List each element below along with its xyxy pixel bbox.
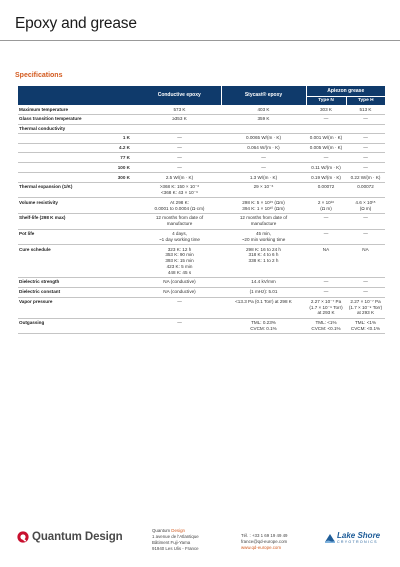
table-row [18, 133, 385, 143]
row-label: Glass transition temperature [18, 114, 138, 124]
cell-conductive-epoxy: — [138, 143, 221, 153]
cell-conductive-epoxy: >368 K: 150 × 10⁻⁶ <368 K: 43 × 10⁻⁶ [138, 182, 221, 198]
cell-type-n: 2.27 × 10⁻⁷ Pa (1.7 × 10⁻⁹ Torr) at 293 K [306, 297, 346, 318]
cell-conductive-epoxy: 323 K: 12 h 353 K: 90 min 393 K: 15 min 423 K: 5 min 448 K: 45 s [138, 245, 221, 278]
cell-conductive-epoxy: NA (conductive) [138, 287, 221, 297]
table-row [18, 213, 385, 229]
address-company: Quantum [152, 528, 171, 533]
cell-type-n: — [306, 153, 346, 163]
cell-cond [138, 124, 221, 133]
cell-type-h: — [346, 133, 385, 143]
table-row [18, 198, 385, 214]
cell-stycast-epoxy: 359 K [221, 114, 306, 124]
header-type-n: Type N [306, 96, 346, 105]
cell-stycast-epoxy: 403 K [221, 105, 306, 114]
table-row [18, 229, 385, 245]
contact-phone: Tél. : +33 1 69 19 49 49 [241, 533, 288, 538]
row-label: Dielectric strength [18, 277, 138, 287]
cell-stycast-epoxy: 1.3 W/(m · K) [221, 173, 306, 183]
page-title: Epoxy and grease [15, 15, 137, 32]
cell-stycast-epoxy: 29 × 10⁻⁶ [221, 182, 306, 198]
specifications-table [18, 86, 385, 334]
cell-tn [306, 124, 346, 133]
cell-stycast-epoxy: <13.3 Pa (0.1 Torr) at 298 K [221, 297, 306, 318]
cell-sty [221, 124, 306, 133]
cell-type-n: — [306, 277, 346, 287]
table-row [18, 297, 385, 318]
header-stycast-epoxy: Stycast® epoxy [221, 86, 306, 105]
row-label: Maximum temperature [18, 105, 138, 114]
table-row [18, 173, 385, 183]
table-row [18, 277, 385, 287]
table-row [18, 105, 385, 114]
cell-stycast-epoxy: 0.0065 W/(m · K) [221, 133, 306, 143]
cell-type-n: 0.001 W/(m · K) [306, 133, 346, 143]
cell-conductive-epoxy: At 298 K: 0.0001 to 0.0004 (Ω·cm) [138, 198, 221, 214]
cell-type-n: 2 × 10¹⁶ (Ω m) [306, 198, 346, 214]
footer-contact [241, 533, 288, 551]
row-sublabel: 100 K [114, 163, 138, 173]
cell-type-n: TML: <1% CVCM: <0.1% [306, 318, 346, 334]
table-row [18, 124, 385, 133]
title-divider [0, 40, 400, 41]
row-label-spacer [18, 143, 114, 153]
cell-conductive-epoxy: — [138, 133, 221, 143]
cell-stycast-epoxy: 0.064 W/(m · K) [221, 143, 306, 153]
row-label: Volume resistivity [18, 198, 138, 214]
cell-stycast-epoxy: 12 months from date of manufacture [221, 213, 306, 229]
contact-email-link[interactable]: france@qd-europe.com [241, 539, 288, 545]
lake-shore-logo-icon [325, 533, 335, 543]
cell-type-n: — [306, 213, 346, 229]
cell-conductive-epoxy: — [138, 153, 221, 163]
cell-stycast-epoxy: — [221, 153, 306, 163]
cell-type-n: — [306, 114, 346, 124]
row-sublabel: 300 K [114, 173, 138, 183]
row-sublabel: 4.2 K [114, 143, 138, 153]
cell-th [346, 124, 385, 133]
cell-type-h: — [346, 213, 385, 229]
table-row [18, 245, 385, 278]
address-company-brand: Design [171, 528, 185, 533]
cell-conductive-epoxy: 12 months from date of manufacture [138, 213, 221, 229]
cell-type-h: — [346, 229, 385, 245]
cell-stycast-epoxy: 14.4 kV/mm [221, 277, 306, 287]
cell-type-h: 0.00072 [346, 182, 385, 198]
row-sublabel: 77 K [114, 153, 138, 163]
cell-type-h: 513 K [346, 105, 385, 114]
cell-stycast-epoxy: 45 min, ~20 min working time [221, 229, 306, 245]
cell-type-h: — [346, 153, 385, 163]
table-row [18, 153, 385, 163]
cell-stycast-epoxy: (1 mHz): 5.01 [221, 287, 306, 297]
cell-type-n: 303 K [306, 105, 346, 114]
cell-type-n: 0.11 W/(m · K) [306, 163, 346, 173]
row-label: Thermal conductivity [18, 124, 138, 133]
cell-conductive-epoxy: 4 days, ~1 day working time [138, 229, 221, 245]
cell-type-n: 0.19 W/(m · K) [306, 173, 346, 183]
cell-conductive-epoxy: NA (conductive) [138, 277, 221, 287]
cell-type-n: 0.00072 [306, 182, 346, 198]
header-conductive-epoxy: Conductive epoxy [138, 86, 221, 105]
cell-type-n: — [306, 287, 346, 297]
row-label: Vapor pressure [18, 297, 138, 318]
address-line2: Bâtiment Fuji-Yama [152, 540, 191, 546]
section-heading: Specifications [15, 72, 63, 79]
cell-type-h: — [346, 287, 385, 297]
cell-type-h: — [346, 163, 385, 173]
cell-conductive-epoxy: 573 K [138, 105, 221, 114]
lake-shore-subtitle: CRYOTRONICS [337, 540, 378, 544]
table-row [18, 287, 385, 297]
address-line3: 91940 Les Ulis - France [152, 546, 199, 552]
table-row [18, 163, 385, 173]
row-label-spacer [18, 173, 114, 183]
quantum-design-logo-text: Quantum Design [32, 531, 123, 543]
cell-conductive-epoxy: — [138, 163, 221, 173]
cell-type-n: 0.005 W/(m · K) [306, 143, 346, 153]
cell-type-h: — [346, 114, 385, 124]
row-label-spacer [18, 163, 114, 173]
table-row [18, 318, 385, 334]
row-sublabel: 1 K [114, 133, 138, 143]
cell-type-n: — [306, 229, 346, 245]
cell-type-h: TML: <1% CVCM: <0.1% [346, 318, 385, 334]
row-label: Cure schedule [18, 245, 138, 278]
table-row [18, 143, 385, 153]
cell-conductive-epoxy: — [138, 297, 221, 318]
cell-type-n: NA [306, 245, 346, 278]
row-label: Outgassing [18, 318, 138, 334]
row-label-spacer [18, 133, 114, 143]
cell-type-h: 0.22 W/(m · K) [346, 173, 385, 183]
footer [0, 522, 400, 567]
cell-type-h: — [346, 143, 385, 153]
cell-type-h: 2.27 × 10⁻⁷ Pa (1.7 × 10⁻⁹ Torr) at 293 K [346, 297, 385, 318]
row-label: Pot life [18, 229, 138, 245]
address-line1: 1 avenue de l'Atlantique [152, 534, 199, 540]
cell-type-h: — [346, 277, 385, 287]
cell-conductive-epoxy: ≥353 K [138, 114, 221, 124]
cell-stycast-epoxy: TML: 0.23% CVCM: 0.1% [221, 318, 306, 334]
contact-web-link[interactable]: www.qd-europe.com [241, 545, 282, 551]
header-blank [18, 86, 138, 105]
table-row [18, 182, 385, 198]
row-label: Shelf-life (298 K max) [18, 213, 138, 229]
row-label: Thermal expansion (1/K) [18, 182, 138, 198]
footer-address [152, 528, 199, 553]
header-apiezon-grease: Apiezon grease [306, 86, 385, 96]
cell-conductive-epoxy: 2.5 W/(m · K) [138, 173, 221, 183]
cell-type-h: 4.6 × 10¹⁵ (Ω m) [346, 198, 385, 214]
cell-conductive-epoxy: — [138, 318, 221, 334]
header-type-h: Type H [346, 96, 385, 105]
cell-stycast-epoxy: 298 K: 16 to 24 h 318 K: 4 to 6 h 338 K: 1 to 2 h [221, 245, 306, 278]
quantum-design-logo-icon [17, 531, 29, 543]
table-row [18, 114, 385, 124]
row-label-spacer [18, 153, 114, 163]
row-label: Dielectric constant [18, 287, 138, 297]
lake-shore-name: Lake Shore [337, 531, 381, 540]
cell-stycast-epoxy: — [221, 163, 306, 173]
cell-stycast-epoxy: 298 K: 5 × 10¹⁵ (Ωm) 394 K: 1 × 10¹⁰ (Ωm) [221, 198, 306, 214]
table-body [18, 105, 385, 334]
cell-type-h: NA [346, 245, 385, 278]
